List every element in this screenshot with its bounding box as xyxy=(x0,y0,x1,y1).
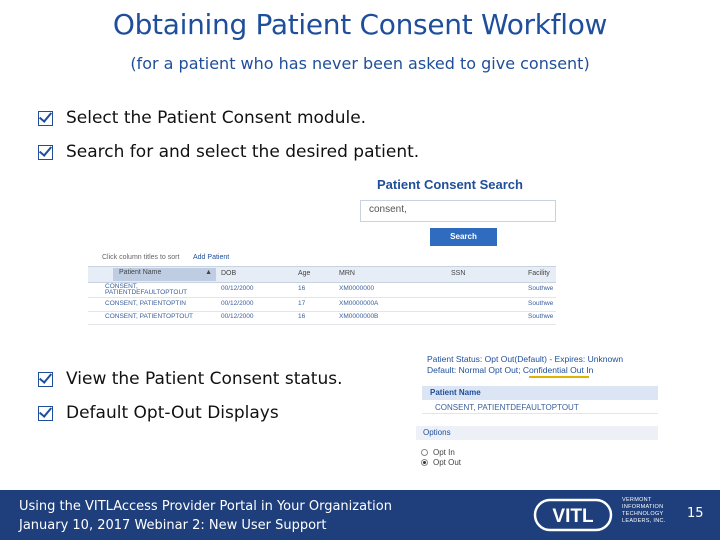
bullet-item xyxy=(38,142,419,162)
column-header-facility[interactable]: Facility xyxy=(528,270,550,277)
cell-patient-name: CONSENT, PATIENTOPTIN xyxy=(105,300,186,307)
sort-hint: Click column titles to sort xyxy=(102,254,180,261)
cell-age: 16 xyxy=(298,313,306,320)
highlight-underline xyxy=(529,376,589,378)
option-label: Opt Out xyxy=(433,458,462,467)
bullet-text: Select the Patient Consent module. xyxy=(66,108,367,128)
cell-mrn: XM0000000A xyxy=(339,300,379,307)
cell-age: 16 xyxy=(298,285,306,292)
patient-consent-search-panel xyxy=(360,172,556,248)
results-toolbar xyxy=(102,254,230,261)
slide-title: Obtaining Patient Consent Workflow xyxy=(112,8,608,41)
slide-footer xyxy=(0,490,720,540)
search-heading: Patient Consent Search xyxy=(377,177,523,192)
options-header: Options xyxy=(416,426,658,440)
cell-dob: 00/12/2000 xyxy=(221,313,254,320)
column-header-age[interactable]: Age xyxy=(298,270,311,277)
default-status-text: Default: Normal Opt Out; Confidential Out In xyxy=(427,365,594,375)
cell-facility: Southwe xyxy=(528,300,554,307)
add-patient-link[interactable]: Add Patient xyxy=(193,254,230,261)
cell-facility: Southwe xyxy=(528,313,554,320)
bullet-item xyxy=(38,108,366,128)
patient-name-header: Patient Name xyxy=(422,386,658,400)
column-header-ssn[interactable]: SSN xyxy=(451,270,466,277)
footer-line-1: Using the VITLAccess Provider Portal in Your Organization xyxy=(19,499,392,514)
bullet-item xyxy=(38,369,343,389)
patient-results-table xyxy=(88,249,556,325)
checkbox-icon xyxy=(38,145,53,160)
cell-dob: 00/12/2000 xyxy=(221,285,254,292)
table-row[interactable] xyxy=(88,284,556,298)
opt-out-option[interactable] xyxy=(421,458,461,467)
bullet-text: Search for and select the desired patient. xyxy=(66,142,420,162)
column-header-dob[interactable]: DOB xyxy=(221,270,237,277)
column-header-mrn[interactable]: MRN xyxy=(339,270,355,277)
organization-name: VERMONT INFORMATION TECHNOLOGY LEADERS, INC. xyxy=(622,497,666,524)
bullet-text: Default Opt-Out Displays xyxy=(66,403,279,423)
opt-in-option[interactable] xyxy=(421,448,455,457)
patient-name-value: CONSENT, PATIENTDEFAULTOPTOUT xyxy=(422,401,658,414)
cell-age: 17 xyxy=(298,300,306,307)
table-row[interactable] xyxy=(88,312,556,325)
column-header-patient-name[interactable]: Patient Name ▲ xyxy=(113,268,216,281)
sort-ascending-icon: ▲ xyxy=(205,269,212,276)
footer-line-2: January 10, 2017 Webinar 2: New User Support xyxy=(19,518,327,533)
svg-text:VITL: VITL xyxy=(552,506,594,527)
table-header xyxy=(88,266,556,283)
page-number: 15 xyxy=(687,506,704,521)
cell-mrn: XM0000000B xyxy=(339,313,379,320)
bullet-item xyxy=(38,403,279,423)
radio-button-icon[interactable] xyxy=(421,449,428,456)
checkbox-icon xyxy=(38,111,53,126)
cell-facility: Southwe xyxy=(528,285,554,292)
option-label: Opt In xyxy=(433,448,455,457)
consent-status-panel xyxy=(416,350,658,474)
cell-dob: 00/12/2000 xyxy=(221,300,254,307)
search-button[interactable]: Search xyxy=(430,228,497,246)
cell-patient-name: CONSENT, PATIENTDEFAULTOPTOUT xyxy=(105,283,188,296)
vitl-logo xyxy=(533,497,613,533)
search-input[interactable]: consent, xyxy=(360,200,556,222)
bullet-text: View the Patient Consent status. xyxy=(66,369,343,389)
cell-patient-name: CONSENT, PATIENTOPTOUT xyxy=(105,313,194,320)
cell-mrn: XM0000000 xyxy=(339,285,375,292)
radio-button-selected-icon[interactable] xyxy=(421,459,428,466)
checkbox-icon xyxy=(38,372,53,387)
slide-subtitle: (for a patient who has never been asked to give consent) xyxy=(130,54,590,73)
checkbox-icon xyxy=(38,406,53,421)
patient-status-text: Patient Status: Opt Out(Default) - Expires: Unknown xyxy=(427,354,624,364)
table-row[interactable] xyxy=(88,299,556,312)
